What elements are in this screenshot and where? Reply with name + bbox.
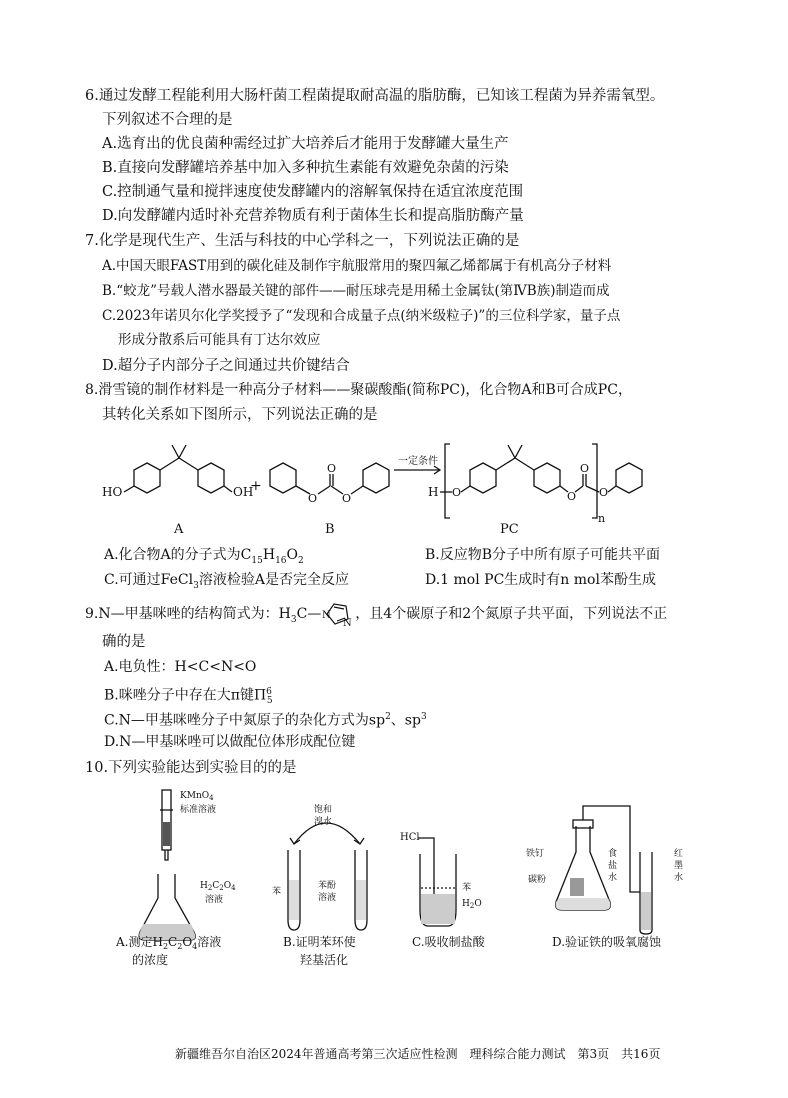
q8-option-a xyxy=(104,545,304,571)
kmno4-label-2: 标准溶液 xyxy=(180,805,217,815)
apparatus-c-absorption xyxy=(400,832,486,949)
bromine-water-label: 饱和 xyxy=(314,805,333,815)
phenol-label-2: 溶液 xyxy=(318,893,337,903)
iron-nail-label: 铁钉 xyxy=(526,849,545,859)
q8-option-c-rest: 溶液检验A是否完全反应 xyxy=(198,572,349,588)
label-b: B xyxy=(325,522,335,537)
benzene-label-c: 苯 xyxy=(462,883,472,893)
q7-option-c-line2: 形成分散系后可能具有丁达尔效应 xyxy=(118,332,321,348)
reaction-arrow xyxy=(394,454,440,474)
q6-option-c: C.控制通气量和搅拌速度使发酵罐内的溶解氧保持在适宜浓度范围 xyxy=(102,184,524,200)
n-atom-1: N xyxy=(322,610,332,621)
o-label-3: O xyxy=(342,492,352,505)
n-subscript: n xyxy=(598,512,606,525)
label-a: A xyxy=(174,522,184,537)
pc-structure xyxy=(428,444,642,525)
q8-option-a-sub3: 2 xyxy=(298,555,304,566)
apparatus-d-corrosion xyxy=(526,806,683,949)
h-label: H xyxy=(428,485,439,499)
salt-water-label-3: 水 xyxy=(608,873,618,883)
q9-stem-line1 xyxy=(85,600,667,630)
page-footer: 新疆维吾尔自治区2024年普通高考第三次适应性检测 理科综合能力测试 第3页 共16页 xyxy=(175,1047,661,1061)
apparatus-b-test-tubes xyxy=(272,803,367,967)
o-label-7: O xyxy=(599,486,609,499)
q9-stem-b: C— xyxy=(296,606,322,622)
q9-option-d: D.N—甲基咪唑可以做配位体形成配位键 xyxy=(104,734,356,750)
benzene-label: 苯 xyxy=(272,887,282,897)
o-label-2: O xyxy=(327,462,337,475)
plus-sign: + xyxy=(250,478,262,494)
q8-option-a-sub1: 15 xyxy=(251,555,263,566)
q10-apparatus-figures xyxy=(0,782,788,1042)
q9-stem-c: ，且4个碳原子和2个氮原子共平面，下列说法不正 xyxy=(355,606,668,622)
q6-option-d: D.向发酵罐内适时补充营养物质有利于菌体生长和提高脂肪酶产量 xyxy=(102,208,524,224)
q9-stem-sub: 3 xyxy=(290,614,297,625)
q7-option-b: B.“蛟龙”号载人潜水器最关键的部件——耐压球壳是用稀土金属钛(第ⅣB族)制造而成 xyxy=(102,283,610,299)
q9-option-c xyxy=(104,707,427,731)
n-atom-2: N xyxy=(343,618,353,628)
q8-stem-line1: 8.滑雪镜的制作材料是一种高分子材料——聚碳酸酯(简称PC)，化合物A和B可合成PC， xyxy=(85,382,632,398)
q9-option-c-text: C.N—甲基咪唑分子中氮原子的杂化方式为sp xyxy=(104,712,386,729)
h2c2o4-label-2: 溶液 xyxy=(205,895,224,905)
caption-d: D.验证铁的吸氧腐蚀 xyxy=(552,935,662,949)
q9-option-c-mid: 、sp xyxy=(390,712,421,729)
compound-a-structure xyxy=(102,445,253,499)
q8-option-a-h: H xyxy=(262,547,276,563)
imidazole-ring xyxy=(321,600,355,628)
oh-label: OH xyxy=(233,485,254,499)
q6-option-b: B.直接向发酵罐培养基中加入多种抗生素能有效避免杂菌的污染 xyxy=(102,160,509,176)
o-label-5: O xyxy=(567,490,577,503)
q6-option-a: A.选育出的优良菌种需经过扩大培养后才能用于发酵罐大量生产 xyxy=(102,136,509,152)
q9-stem-a: 9.N—甲基咪唑的结构简式为：H xyxy=(85,606,291,622)
q8-option-a-sub2: 16 xyxy=(275,555,287,566)
caption-c: C.吸收制盐酸 xyxy=(412,935,485,949)
water-label-c: $H_2O$ xyxy=(462,899,482,910)
q9-option-c-sup2: 3 xyxy=(420,712,427,722)
caption-b-2: 羟基活化 xyxy=(300,953,349,967)
carbon-powder-label: 碳粉 xyxy=(528,875,547,885)
q9-option-c-sup1: 2 xyxy=(385,712,391,722)
hcl-label: HCl xyxy=(400,832,420,843)
red-ink-label-3: 水 xyxy=(674,873,684,883)
q9-option-b-sub: 5 xyxy=(266,696,273,707)
q8-option-c xyxy=(104,570,349,596)
kmno4-label: KMnO$_4$ xyxy=(180,791,214,802)
q8-stem-line2: 其转化关系如下图所示，下列说法正确的是 xyxy=(102,407,378,423)
q7-option-a: A.中国天眼FAST用到的碳化硅及制作宇航服常用的聚四氟乙烯都属于有机高分子材料 xyxy=(102,258,612,274)
q9-option-b-sup: 6 xyxy=(266,687,272,697)
q8-option-a-text: A.化合物A的分子式为C xyxy=(104,547,252,563)
salt-water-label-1: 食 xyxy=(608,849,618,859)
q8-option-c-sub: 3 xyxy=(193,580,199,591)
q6-stem-line2: 下列叙述不合理的是 xyxy=(102,112,233,128)
label-pc: PC xyxy=(500,522,519,537)
q10-stem: 10.下列实验能达到实验目的的是 xyxy=(85,760,297,776)
q9-option-b-text: B.咪唑分子中存在大π键Π xyxy=(104,687,267,704)
q9-stem-line2: 确的是 xyxy=(102,634,146,650)
q8-option-d: D.1 mol PC生成时有n mol苯酚生成 xyxy=(425,572,656,588)
phenol-label: 苯酚 xyxy=(318,881,337,891)
compound-b-structure xyxy=(270,462,389,505)
arrow-condition: 一定条件 xyxy=(398,456,438,467)
caption-a-1: A.测定$H_2C_2O_4$溶液 xyxy=(116,935,222,951)
q7-stem: 7.化学是现代生产、生活与科技的中心学科之一，下列说法正确的是 xyxy=(85,233,520,249)
q8-option-b: B.反应物B分子中所有原子可能共平面 xyxy=(425,547,661,563)
o-label-6: O xyxy=(580,462,590,475)
apparatus-a-titration xyxy=(115,790,236,967)
q8-reaction-diagram xyxy=(0,430,788,550)
q7-option-d: D.超分子内部分子之间通过共价键结合 xyxy=(102,358,350,374)
salt-water-label-2: 盐 xyxy=(608,861,618,871)
caption-b-1: B.证明苯环使 xyxy=(283,935,356,949)
ho-label: HO xyxy=(102,485,123,499)
bromine-water-label-2: 溴水 xyxy=(314,817,333,827)
q6-stem-line1: 6.通过发酵工程能利用大肠杆菌工程菌提取耐高温的脂肪酶，已知该工程菌为异养需氧型。 xyxy=(85,88,665,104)
q8-option-a-o: O xyxy=(286,547,298,563)
q7-option-c-line1: C.2023年诺贝尔化学奖授予了“发现和合成量子点(纳米级粒子)”的三位科学家，量子点 xyxy=(102,308,621,324)
o-label-1: O xyxy=(308,492,318,505)
q9-option-a: A.电负性：H<C<N<O xyxy=(104,659,257,675)
h2c2o4-label: $H_2C_2O_4$ xyxy=(200,881,236,892)
o-label-4: O xyxy=(452,486,462,499)
red-ink-label-2: 墨 xyxy=(674,861,684,871)
q8-option-c-text: C.可通过FeCl xyxy=(104,572,194,588)
caption-a-2: 的浓度 xyxy=(132,953,169,967)
red-ink-label-1: 红 xyxy=(674,849,684,859)
